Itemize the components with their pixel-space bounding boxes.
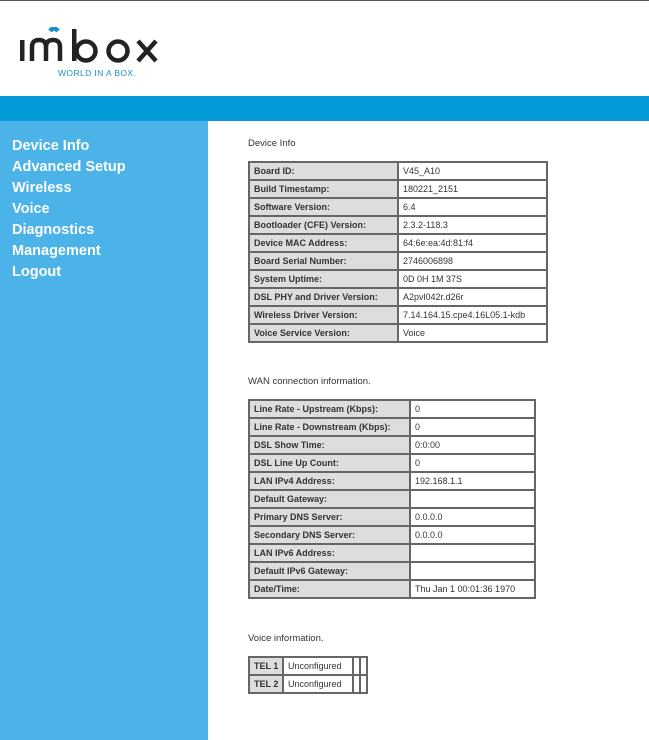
table-row xyxy=(250,658,366,674)
table-row xyxy=(250,437,534,453)
table-row xyxy=(250,581,534,597)
row-label: Wireless Driver Version: xyxy=(250,307,397,323)
row-value xyxy=(411,545,534,561)
nav-item-advanced-setup[interactable]: Advanced Setup xyxy=(12,159,126,175)
table-row xyxy=(250,253,546,269)
row-value: 0:0:00 xyxy=(411,437,534,453)
row-label: Secondary DNS Server: xyxy=(250,527,409,543)
row-label: Bootloader (CFE) Version: xyxy=(250,217,397,233)
row-label: Board ID: xyxy=(250,163,397,179)
table-row xyxy=(250,491,534,507)
table-row xyxy=(250,199,546,215)
empty-cell xyxy=(361,658,366,674)
row-label: Software Version: xyxy=(250,199,397,215)
empty-cell xyxy=(354,658,359,674)
row-label: DSL Line Up Count: xyxy=(250,455,409,471)
row-value: A2pvl042r.d26r xyxy=(399,289,546,305)
table-row xyxy=(250,527,534,543)
row-label: TEL 1 xyxy=(250,658,282,674)
row-label: Line Rate - Upstream (Kbps): xyxy=(250,401,409,417)
nav-item-wireless[interactable]: Wireless xyxy=(12,180,72,196)
row-value: 0.0.0.0 xyxy=(411,509,534,525)
row-value: Voice xyxy=(399,325,546,341)
row-label: Board Serial Number: xyxy=(250,253,397,269)
row-value: Thu Jan 1 00:01:36 1970 xyxy=(411,581,534,597)
table-row xyxy=(250,563,534,579)
table-row xyxy=(250,676,366,692)
row-label: Default IPv6 Gateway: xyxy=(250,563,409,579)
table-row xyxy=(250,509,534,525)
sidebar xyxy=(0,121,208,740)
table-row xyxy=(250,325,546,341)
table-row xyxy=(250,419,534,435)
nav-item-voice[interactable]: Voice xyxy=(12,201,50,217)
accent-bar xyxy=(0,96,649,121)
row-value: 7.14.164.15.cpe4.16L05.1-kdb xyxy=(399,307,546,323)
empty-cell xyxy=(354,676,359,692)
voice-info-title: Voice information. xyxy=(248,633,324,644)
page-header xyxy=(0,1,649,96)
row-label: Voice Service Version: xyxy=(250,325,397,341)
row-label: TEL 2 xyxy=(250,676,282,692)
row-value: Unconfigured xyxy=(284,676,352,692)
row-label: DSL Show Time: xyxy=(250,437,409,453)
table-row xyxy=(250,307,546,323)
row-value: 0D 0H 1M 37S xyxy=(399,271,546,287)
row-value: 0 xyxy=(411,401,534,417)
row-label: Primary DNS Server: xyxy=(250,509,409,525)
row-value: 192.168.1.1 xyxy=(411,473,534,489)
row-value: Unconfigured xyxy=(284,658,352,674)
wan-info-title: WAN connection information. xyxy=(248,376,371,387)
row-label: Default Gateway: xyxy=(250,491,409,507)
row-value: 2.3.2-118.3 xyxy=(399,217,546,233)
logo-tagline: WORLD IN A BOX. xyxy=(58,68,137,78)
table-row xyxy=(250,545,534,561)
table-row xyxy=(250,181,546,197)
table-row xyxy=(250,271,546,287)
sidebar-nav xyxy=(0,121,208,283)
table-row xyxy=(250,401,534,417)
nav-item-logout[interactable]: Logout xyxy=(12,264,62,280)
nav-item-device-info[interactable]: Device Info xyxy=(12,138,90,154)
table-row xyxy=(250,455,534,471)
imbox-logo xyxy=(18,27,188,83)
table-row xyxy=(250,217,546,233)
row-value: 64:6e:ea:4d:81:f4 xyxy=(399,235,546,251)
row-value: 6.4 xyxy=(399,199,546,215)
voice-info-table xyxy=(248,656,368,694)
nav-item-management[interactable]: Management xyxy=(12,243,101,259)
row-value: V45_A10 xyxy=(399,163,546,179)
device-info-title: Device Info xyxy=(248,138,296,149)
row-label: LAN IPv4 Address: xyxy=(250,473,409,489)
row-value xyxy=(411,563,534,579)
row-value: 0.0.0.0 xyxy=(411,527,534,543)
empty-cell xyxy=(361,676,366,692)
row-label: Line Rate - Downstream (Kbps): xyxy=(250,419,409,435)
table-row xyxy=(250,289,546,305)
table-row xyxy=(250,163,546,179)
row-value: 180221_2151 xyxy=(399,181,546,197)
table-row xyxy=(250,235,546,251)
nav-item-diagnostics[interactable]: Diagnostics xyxy=(12,222,95,238)
row-label: DSL PHY and Driver Version: xyxy=(250,289,397,305)
device-info-table xyxy=(248,161,548,343)
row-value: 2746006898 xyxy=(399,253,546,269)
row-label: System Uptime: xyxy=(250,271,397,287)
row-value: 0 xyxy=(411,419,534,435)
row-label: LAN IPv6 Address: xyxy=(250,545,409,561)
row-label: Device MAC Address: xyxy=(250,235,397,251)
table-row xyxy=(250,473,534,489)
wan-info-table xyxy=(248,399,536,599)
row-value xyxy=(411,491,534,507)
row-value: 0 xyxy=(411,455,534,471)
row-label: Build Timestamp: xyxy=(250,181,397,197)
row-label: Date/Time: xyxy=(250,581,409,597)
